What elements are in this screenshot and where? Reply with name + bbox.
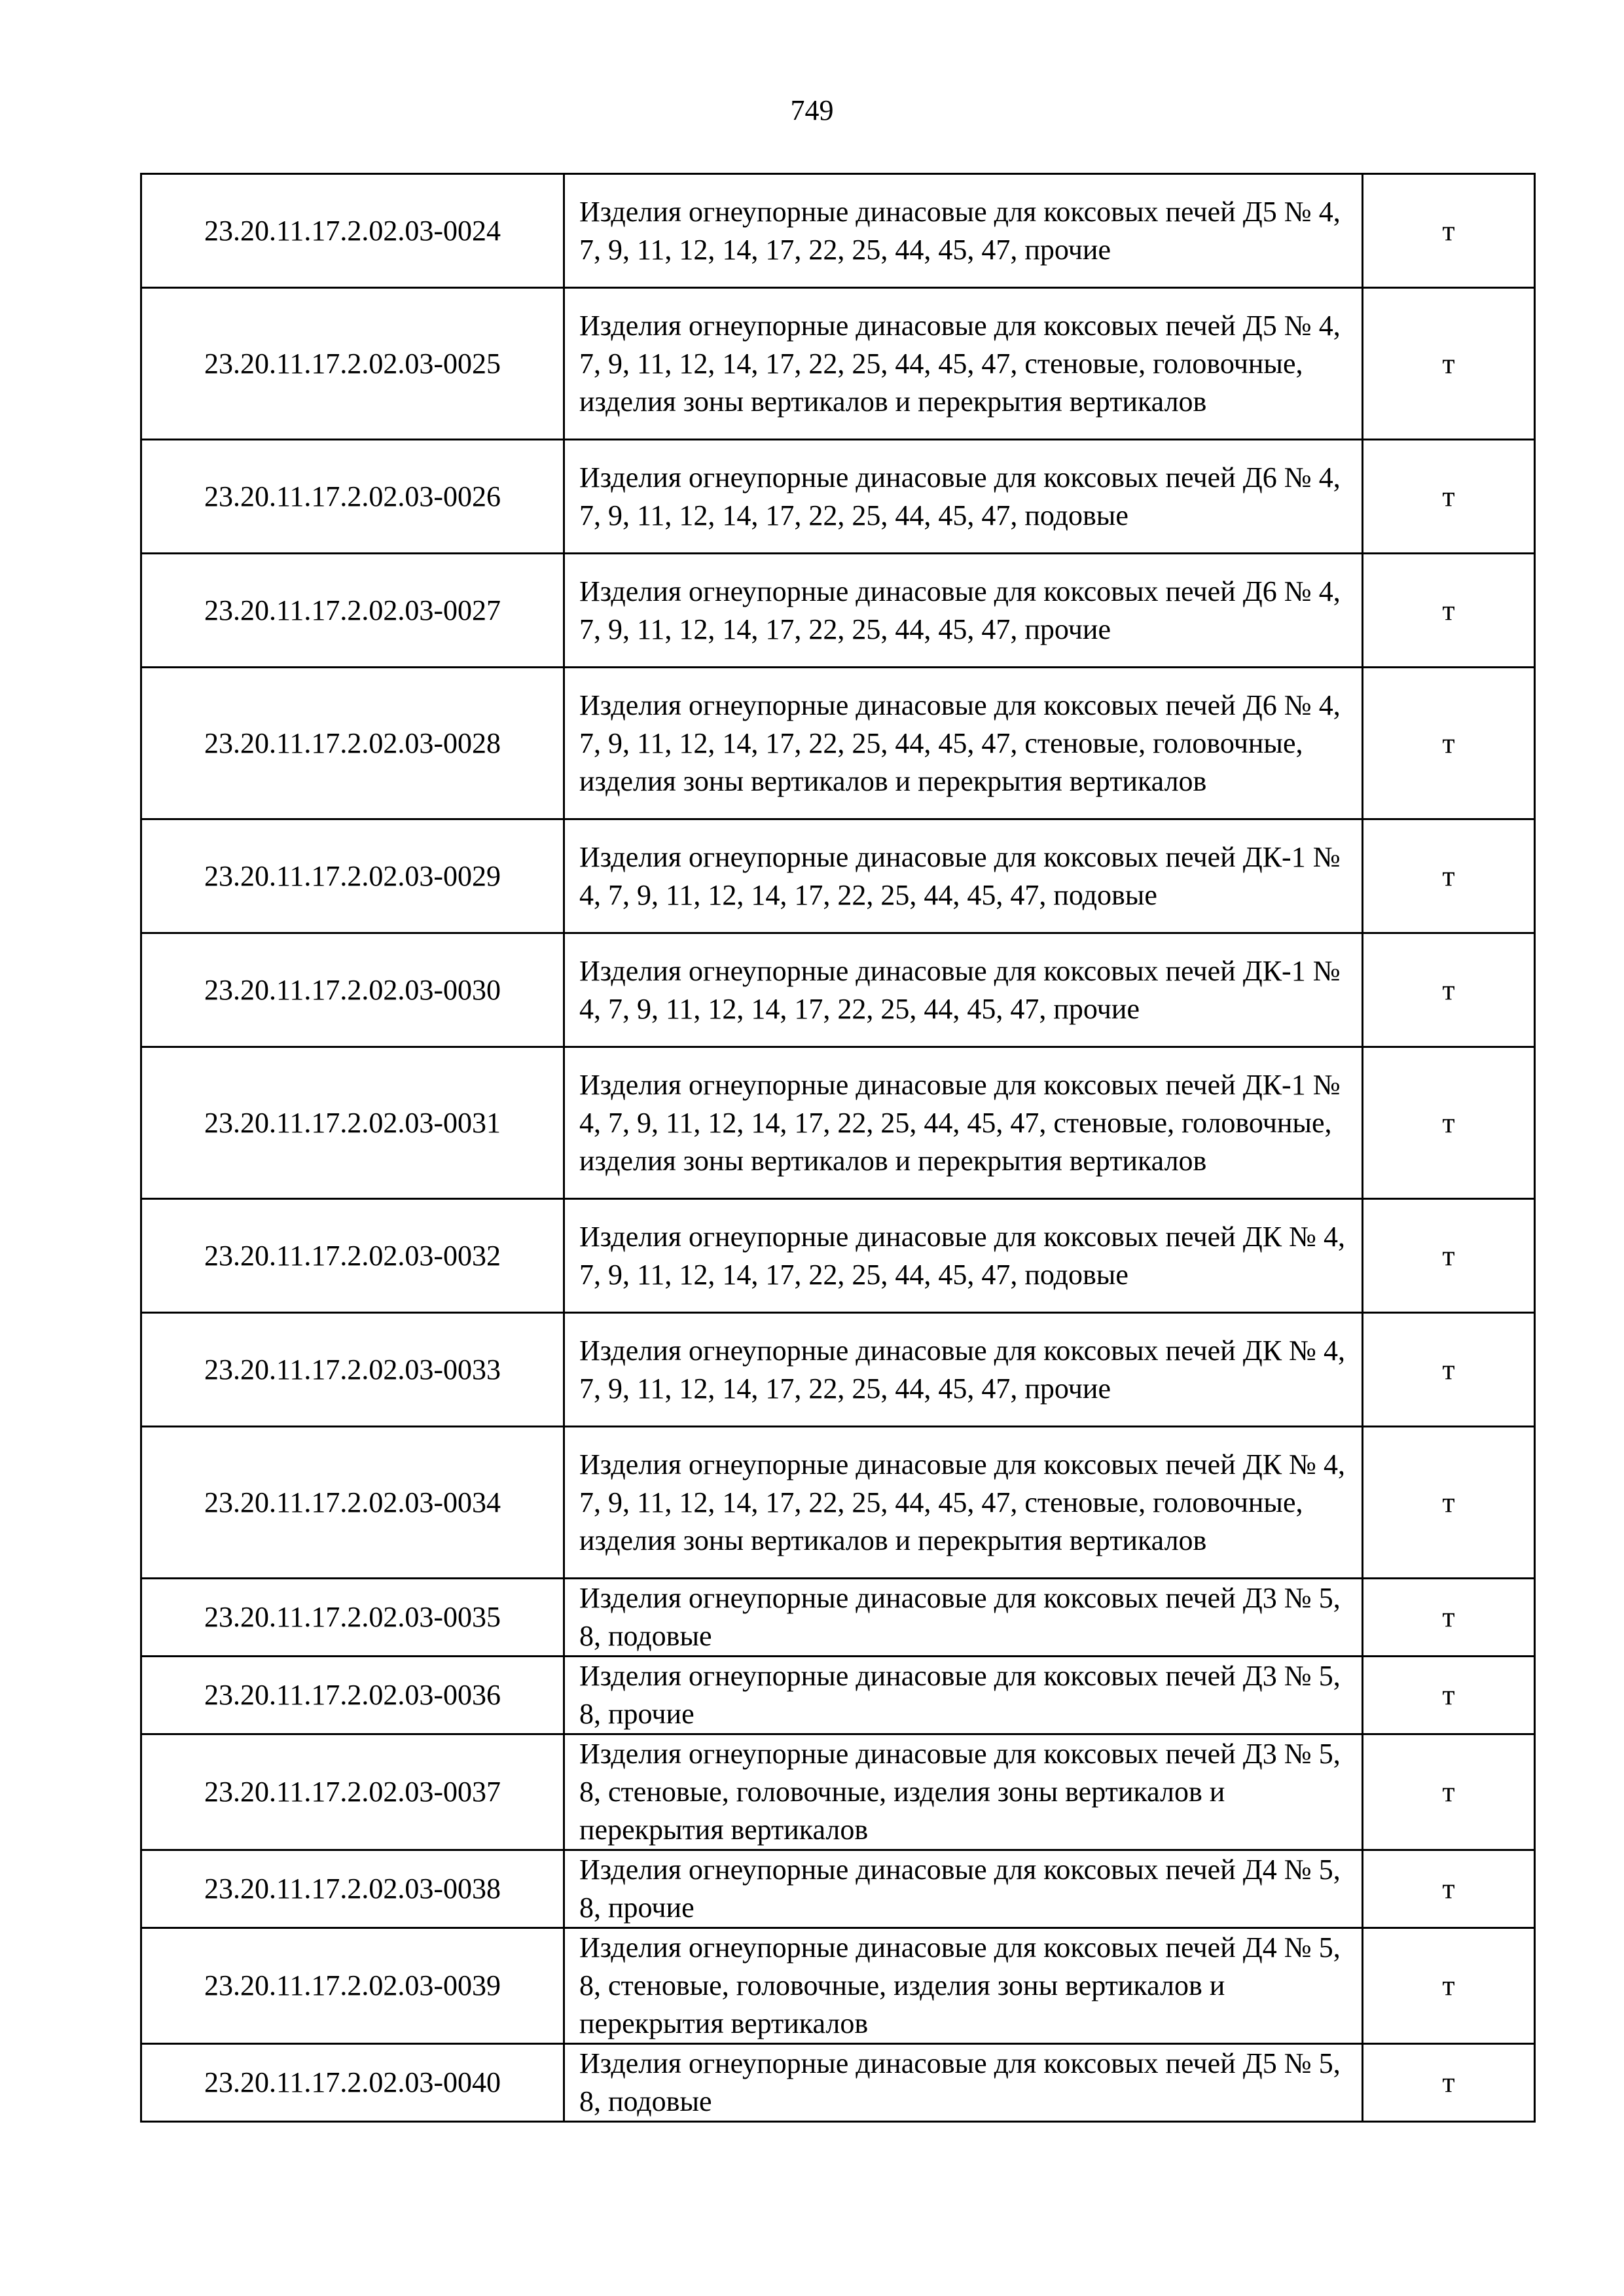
page-number: 749 — [790, 94, 834, 126]
resource-code: 23.20.11.17.2.02.03-0030 — [141, 933, 564, 1047]
resource-name: Изделия огнеупорные динасовые для коксовых печей Д3 № 5, 8, прочие — [564, 1657, 1363, 1734]
resource-code: 23.20.11.17.2.02.03-0040 — [141, 2044, 564, 2122]
resource-name: Изделия огнеупорные динасовые для коксовых печей ДК № 4, 7, 9, 11, 12, 14, 17, 22, 25, 44, 45, 47, подовые — [564, 1199, 1363, 1313]
resource-code: 23.20.11.17.2.02.03-0039 — [141, 1928, 564, 2044]
resource-name: Изделия огнеупорные динасовые для коксовых печей Д3 № 5, 8, стеновые, головочные, изделия зоны вертикалов и перекрытия вертикалов — [564, 1734, 1363, 1850]
resource-code: 23.20.11.17.2.02.03-0034 — [141, 1427, 564, 1579]
resource-code: 23.20.11.17.2.02.03-0031 — [141, 1047, 564, 1199]
table-row — [141, 1579, 1535, 1657]
unit-of-measure: т — [1363, 668, 1535, 819]
table-row — [141, 1657, 1535, 1734]
table-row — [141, 1850, 1535, 1928]
unit-of-measure: т — [1363, 1313, 1535, 1427]
table-row — [141, 1928, 1535, 2044]
resource-code: 23.20.11.17.2.02.03-0024 — [141, 174, 564, 288]
resource-code: 23.20.11.17.2.02.03-0037 — [141, 1734, 564, 1850]
table-row — [141, 1047, 1535, 1199]
resource-code: 23.20.11.17.2.02.03-0025 — [141, 288, 564, 440]
resource-name: Изделия огнеупорные динасовые для коксовых печей Д6 № 4, 7, 9, 11, 12, 14, 17, 22, 25, 44, 45, 47, прочие — [564, 554, 1363, 668]
table-row — [141, 2044, 1535, 2122]
unit-of-measure: т — [1363, 933, 1535, 1047]
unit-of-measure: т — [1363, 1734, 1535, 1850]
unit-of-measure: т — [1363, 1657, 1535, 1734]
resource-name: Изделия огнеупорные динасовые для коксовых печей Д6 № 4, 7, 9, 11, 12, 14, 17, 22, 25, 44, 45, 47, подовые — [564, 440, 1363, 554]
resource-name: Изделия огнеупорные динасовые для коксовых печей Д4 № 5, 8, стеновые, головочные, изделия зоны вертикалов и перекрытия вертикалов — [564, 1928, 1363, 2044]
table-row — [141, 1199, 1535, 1313]
unit-of-measure: т — [1363, 819, 1535, 933]
resource-code: 23.20.11.17.2.02.03-0027 — [141, 554, 564, 668]
table-row — [141, 819, 1535, 933]
table-row — [141, 1313, 1535, 1427]
unit-of-measure: т — [1363, 1427, 1535, 1579]
resource-code: 23.20.11.17.2.02.03-0026 — [141, 440, 564, 554]
resource-code: 23.20.11.17.2.02.03-0028 — [141, 668, 564, 819]
table-row — [141, 933, 1535, 1047]
unit-of-measure: т — [1363, 1850, 1535, 1928]
resource-name: Изделия огнеупорные динасовые для коксовых печей ДК-1 № 4, 7, 9, 11, 12, 14, 17, 22, 25, 44, 45, 47, прочие — [564, 933, 1363, 1047]
unit-of-measure: т — [1363, 1047, 1535, 1199]
unit-of-measure: т — [1363, 554, 1535, 668]
resource-name: Изделия огнеупорные динасовые для коксовых печей ДК № 4, 7, 9, 11, 12, 14, 17, 22, 25, 44, 45, 47, стеновые, головочные, изделия зоны вертикалов и перекрытия вертикалов — [564, 1427, 1363, 1579]
unit-of-measure: т — [1363, 174, 1535, 288]
resource-name: Изделия огнеупорные динасовые для коксовых печей ДК № 4, 7, 9, 11, 12, 14, 17, 22, 25, 44, 45, 47, прочие — [564, 1313, 1363, 1427]
resource-name: Изделия огнеупорные динасовые для коксовых печей Д4 № 5, 8, прочие — [564, 1850, 1363, 1928]
table-row — [141, 668, 1535, 819]
resource-code: 23.20.11.17.2.02.03-0038 — [141, 1850, 564, 1928]
resource-name: Изделия огнеупорные динасовые для коксовых печей Д5 № 4, 7, 9, 11, 12, 14, 17, 22, 25, 44, 45, 47, стеновые, головочные, изделия зоны вертикалов и перекрытия вертикалов — [564, 288, 1363, 440]
resource-name: Изделия огнеупорные динасовые для коксовых печей Д6 № 4, 7, 9, 11, 12, 14, 17, 22, 25, 44, 45, 47, стеновые, головочные, изделия зоны вертикалов и перекрытия вертикалов — [564, 668, 1363, 819]
unit-of-measure: т — [1363, 288, 1535, 440]
resource-name: Изделия огнеупорные динасовые для коксовых печей Д5 № 5, 8, подовые — [564, 2044, 1363, 2122]
table-row — [141, 440, 1535, 554]
unit-of-measure: т — [1363, 1579, 1535, 1657]
table-row — [141, 554, 1535, 668]
table-row — [141, 174, 1535, 288]
resource-code: 23.20.11.17.2.02.03-0036 — [141, 1657, 564, 1734]
unit-of-measure: т — [1363, 2044, 1535, 2122]
unit-of-measure: т — [1363, 1199, 1535, 1313]
resource-name: Изделия огнеупорные динасовые для коксовых печей Д5 № 4, 7, 9, 11, 12, 14, 17, 22, 25, 44, 45, 47, прочие — [564, 174, 1363, 288]
resource-name: Изделия огнеупорные динасовые для коксовых печей ДК-1 № 4, 7, 9, 11, 12, 14, 17, 22, 25, 44, 45, 47, подовые — [564, 819, 1363, 933]
resource-code: 23.20.11.17.2.02.03-0032 — [141, 1199, 564, 1313]
unit-of-measure: т — [1363, 1928, 1535, 2044]
resource-name: Изделия огнеупорные динасовые для коксовых печей Д3 № 5, 8, подовые — [564, 1579, 1363, 1657]
unit-of-measure: т — [1363, 440, 1535, 554]
table-row — [141, 1427, 1535, 1579]
resource-table — [140, 173, 1536, 2123]
table-row — [141, 1734, 1535, 1850]
resource-name: Изделия огнеупорные динасовые для коксовых печей ДК-1 № 4, 7, 9, 11, 12, 14, 17, 22, 25, 44, 45, 47, стеновые, головочные, изделия зоны вертикалов и перекрытия вертикалов — [564, 1047, 1363, 1199]
table-row — [141, 288, 1535, 440]
resource-code: 23.20.11.17.2.02.03-0035 — [141, 1579, 564, 1657]
resource-code: 23.20.11.17.2.02.03-0033 — [141, 1313, 564, 1427]
resource-code: 23.20.11.17.2.02.03-0029 — [141, 819, 564, 933]
